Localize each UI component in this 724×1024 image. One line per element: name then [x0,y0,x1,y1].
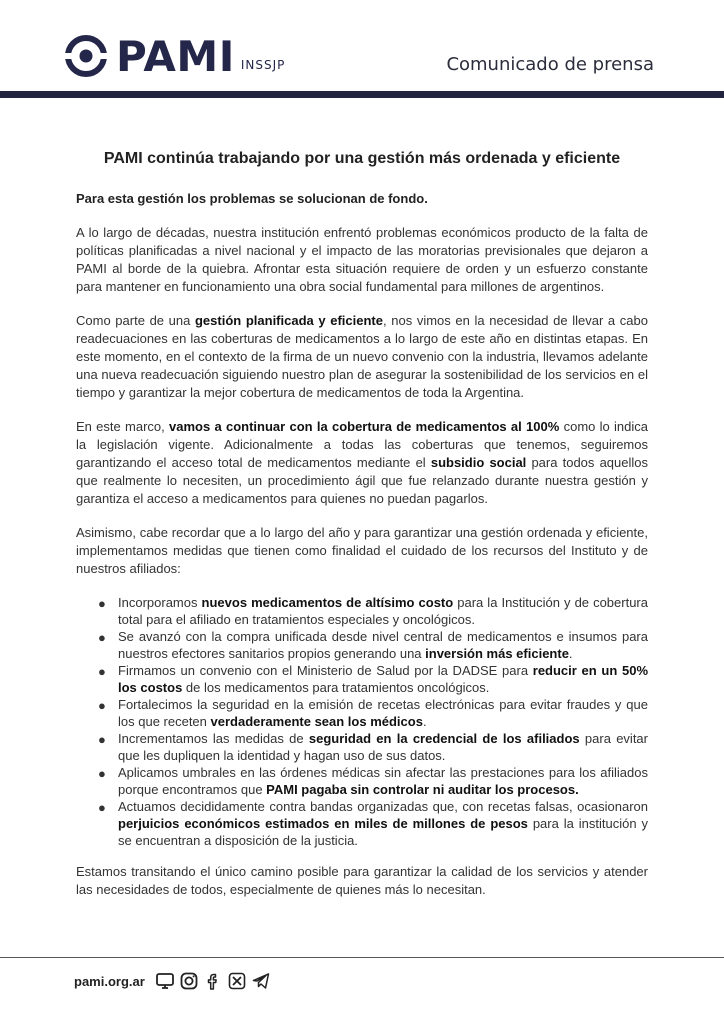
bullet-icon: ● [98,596,106,611]
list-item [76,594,648,628]
bullet-icon: ● [98,664,106,679]
paragraph-3-highlight: vamos a continuar con la cobertura de medicamentos al 100% [169,419,560,434]
list-item-text: Actuamos decididamente contra bandas organizadas que, con recetas falsas, ocasionaron [118,799,648,814]
list-item [76,730,648,764]
list-item [76,628,648,662]
instagram-icon[interactable] [179,971,199,991]
paragraph-4: Asimismo, cabe recordar que a lo largo del año y para garantizar una gestión ordenada y eficiente, implementamos medidas que tienen como finalidad el cuidado de los recursos del Instituto y de nuestros afiliados: [76,525,648,576]
facebook-icon[interactable] [203,971,223,991]
website-link[interactable]: pami.org.ar [74,973,145,989]
bullet-icon: ● [98,698,106,713]
measures-list [76,594,648,849]
list-item [76,764,648,798]
paragraph-3-text: para todos aquellos que realmente lo necesiten, un procedimiento ágil que fue relanzado durante nuestra gestión y garantiza el acceso a medicamentos para quienes no puedan pagarlos. [76,455,648,506]
document-type: Comunicado de prensa [446,54,654,75]
list-item-text: Aplicamos umbrales en las órdenes médicas sin afectar las prestaciones para los afiliados porque encontramos que [118,765,648,797]
list-item-text: de los medicamentos para tratamientos oncológicos. [182,680,490,695]
paragraph-3 [76,418,648,508]
list-item-text: Fortalecimos la seguridad en la emisión de recetas electrónicas para evitar fraudes y que los que receten [118,697,648,729]
paragraph-5: Estamos transitando el único camino posible para garantizar la calidad de los servicios y atender las necesidades de todos, especialmente de quienes más lo necesitan. [76,864,648,897]
bullet-icon: ● [98,732,106,747]
list-item-highlight: reducir en un 50% los costos [118,663,648,695]
x-icon[interactable] [227,971,247,991]
list-item-text: para evitar que les dupliquen la identidad y hagan uso de sus datos. [118,731,648,763]
list-item-text: . [568,646,573,661]
list-item-highlight: verdaderamente sean los médicos [210,714,423,729]
paragraph-2-highlight: gestión planificada y eficiente [194,313,383,328]
list-item-highlight: inversión más eficiente [425,646,569,661]
list-item-highlight: seguridad en la credencial de los afiliados [308,731,580,746]
list-item-text: para la institución y se encuentran a disposición de la justicia. [118,816,648,848]
bullet-icon: ● [98,630,106,645]
brand-name: PAMI [116,32,235,81]
pami-logo[interactable] [64,32,286,81]
paragraph-2-text: , nos vimos en la necesidad de llevar a cabo readecuaciones en las coberturas de medicamentos a lo largo de este año en distintas etapas. En este momento, en el contexto de la firma de un nuevo convenio con la industria, llevamos adelante una nueva readecuación siguiendo nuestro plan de asegurar la sostenibilidad de los servicios en el tiempo y garantizar la mejor cobertura de medicamentos de toda la Argentina. [76,313,648,400]
paragraph-1: A lo largo de décadas, nuestra institución enfrentó problemas económicos producto de la falta de políticas planificadas a nivel nacional y el impacto de las moratorias previsionales que dejaron a PAMI al borde de la quiebra. Afrontar esta situación requiere de orden y un esfuerzo constante para mantener en funcionamiento una obra social fundamental para millones de argentinos. [76,225,648,294]
header [0,0,724,99]
list-item-highlight: PAMI pagaba sin controlar ni auditar los procesos. [266,782,579,797]
brand-subtitle: INSSJP [240,58,286,72]
footer-divider [0,957,724,958]
paragraph-2-text: Como parte de una [76,313,195,328]
list-item-highlight: perjuicios económicos estimados en miles de millones de pesos [118,816,528,831]
article-body [76,190,648,915]
list-item-text: para la Institución y de cobertura total para el afiliado en tratamientos especiales y oncológicos. [118,595,648,627]
list-item [76,798,648,849]
paragraph-3-text: como lo indica la legislación vigente. Adicionalmente a todas las coberturas que tenemos, seguiremos garantizando el acceso total de medicamentos mediante el [76,419,648,470]
list-item-text: . [422,714,427,729]
footer [74,970,275,992]
list-item-text: Incorporamos [118,595,202,610]
list-item [76,662,648,696]
paragraph-3-text: En este marco, [76,419,170,434]
pami-logo-icon [64,34,108,78]
monitor-icon[interactable] [155,971,175,991]
list-item-highlight: nuevos medicamentos de altísimo costo [201,595,454,610]
paragraph-2 [76,312,648,402]
list-item-text: Incrementamos las medidas de [118,731,309,746]
lead-sentence: Para esta gestión los problemas se solucionan de fondo. [76,191,428,206]
telegram-icon[interactable] [251,971,271,991]
header-divider [0,91,724,98]
bullet-icon: ● [98,800,106,815]
bullet-icon: ● [98,766,106,781]
list-item-text: Firmamos un convenio con el Ministerio de Salud por la DADSE para [118,663,533,678]
paragraph-3-highlight: subsidio social [430,455,527,470]
list-item-text: Se avanzó con la compra unificada desde nivel central de medicamentos e insumos para nuestros efectores sanitarios propios generando una [118,629,648,661]
page-title: PAMI continúa trabajando por una gestión más ordenada y eficiente [103,150,621,167]
list-item [76,696,648,730]
